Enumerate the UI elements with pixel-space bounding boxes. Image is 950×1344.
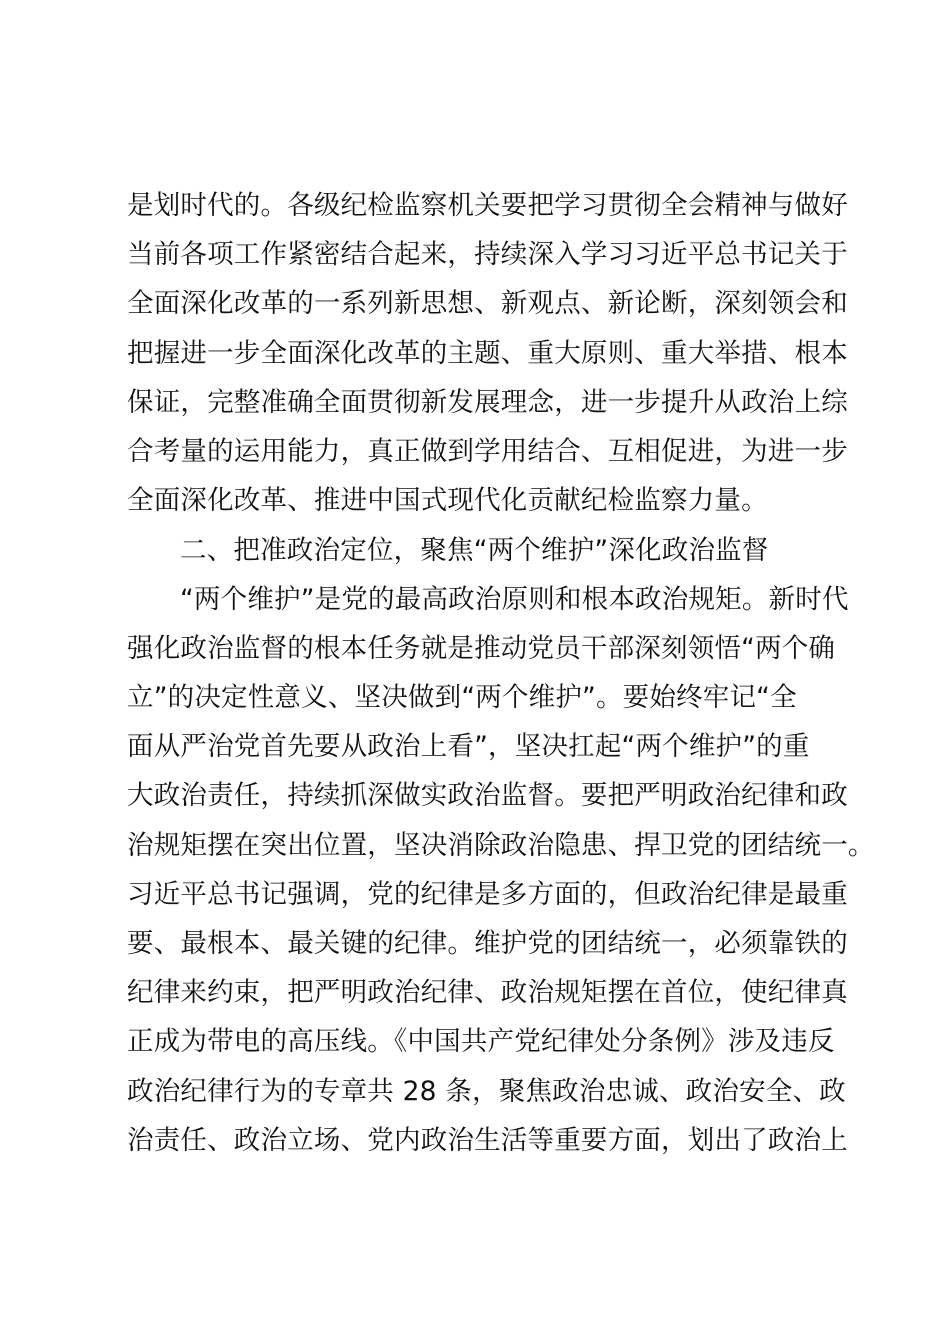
text-line: 合考量的运用能力，真正做到学用结合、互相促进，为进一步: [127, 435, 848, 467]
text-line: 立”的决定性意义、坚决做到“两个维护”。要始终牢记“全: [127, 682, 797, 714]
text-line: 治责任、政治立场、党内政治生活等重要方面，划出了政治上: [127, 1124, 848, 1156]
text-line: 大政治责任，持续抓深做实政治监督。要把严明政治纪律和政: [127, 780, 848, 812]
text-line: 习近平总书记强调，党的纪律是多方面的，但政治纪律是最重: [127, 878, 848, 910]
text-line: 当前各项工作紧密结合起来，持续深入学习习近平总书记关于: [127, 239, 848, 271]
text-line: 全面深化改革的一系列新思想、新观点、新论断，深刻领会和: [127, 288, 848, 320]
text-line: 治规矩摆在突出位置，坚决消除政治隐患、捍卫党的团结统一。: [127, 829, 875, 861]
text-line: 是划时代的。各级纪检监察机关要把学习贯彻全会精神与做好: [127, 190, 848, 221]
text-line: “两个维护”是党的最高政治原则和根本政治规矩。新时代: [180, 583, 849, 615]
section-heading: 二、把准政治定位，聚焦“两个维护”深化政治监督: [180, 534, 769, 566]
text-line: 保证，完整准确全面贯彻新发展理念，进一步提升从政治上综: [127, 386, 848, 418]
text-line: 面从严治党首先要从政治上看”，坚决扛起“两个维护”的重: [127, 731, 810, 763]
text-line: 正成为带电的高压线。《中国共产党纪律处分条例》涉及违反: [127, 1026, 835, 1058]
section-2: [127, 526, 875, 1165]
text-line: 要、最根本、最关键的纪律。维护党的团结统一，必须靠铁的: [127, 928, 848, 959]
body-paragraph-1: [127, 181, 848, 525]
text-line: 全面深化改革、推进中国式现代化贡献纪检监察力量。: [127, 485, 768, 517]
text-line: 把握进一步全面深化改革的主题、重大原则、重大举措、根本: [127, 337, 848, 369]
text-line: 政治纪律行为的专章共 28 条，聚焦政治忠诚、政治安全、政: [127, 1075, 846, 1107]
text-line: 纪律来约束，把严明政治纪律、政治规矩摆在首位，使纪律真: [127, 977, 848, 1009]
text-line: 强化政治监督的根本任务就是推动党员干部深刻领悟“两个确: [127, 632, 836, 664]
